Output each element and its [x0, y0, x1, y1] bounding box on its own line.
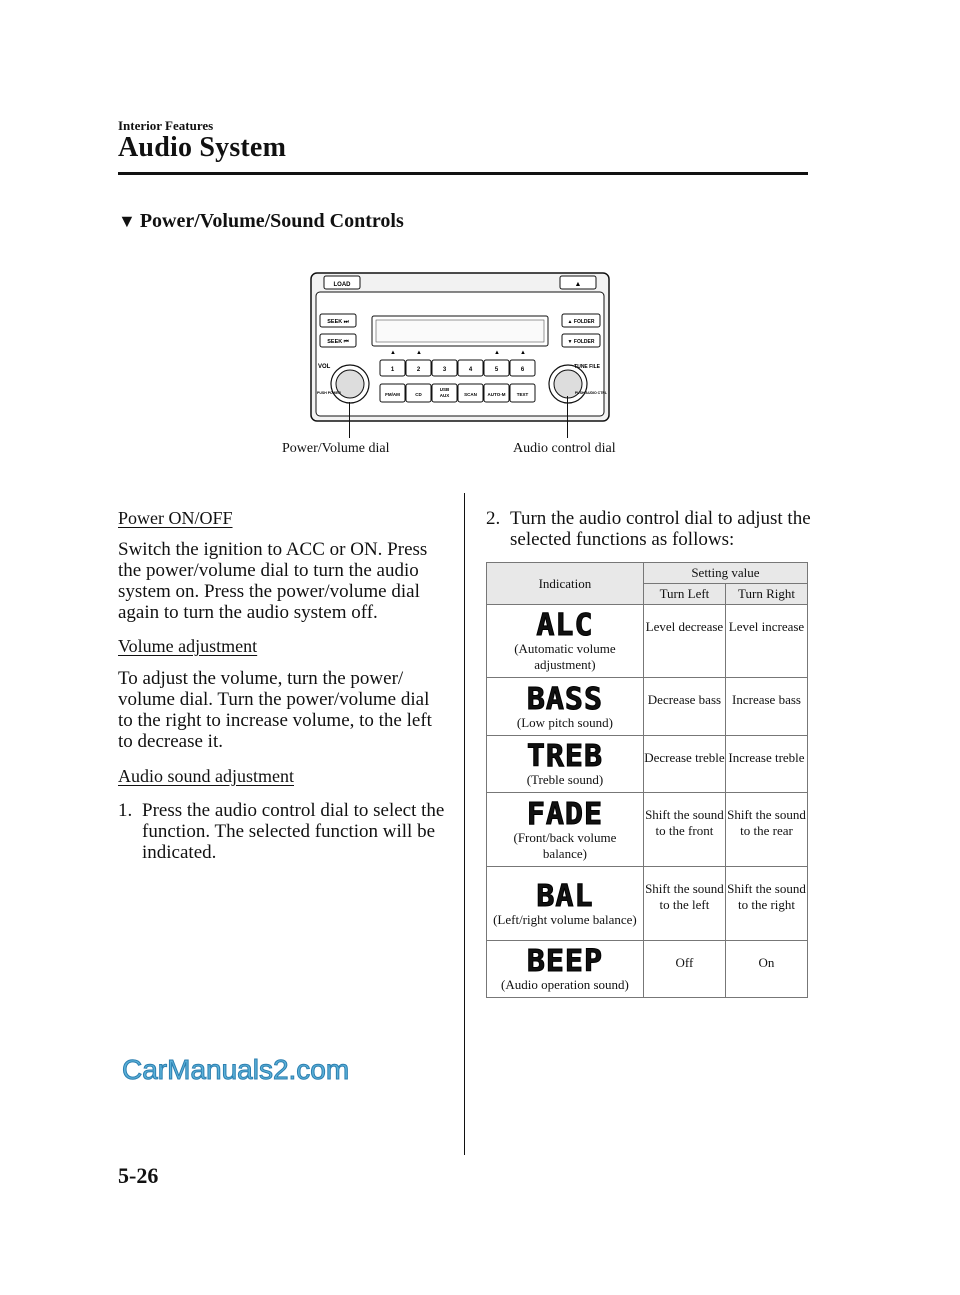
heading-volume-adjustment: Volume adjustment: [118, 636, 258, 656]
lcd-indicator: TREB: [526, 739, 604, 774]
header-turn-left: Turn Left: [643, 584, 725, 605]
function-button-label: AUTO-M: [487, 392, 506, 397]
folder-up-label: ▲ FOLDER: [567, 319, 595, 325]
preset-label: 2: [416, 367, 421, 373]
caption-power-volume-dial: Power/Volume dial: [282, 441, 390, 456]
step-1: 1. Press the audio control dial to select the function. The selected function will be indicated.: [118, 800, 445, 863]
preset-label: 4: [468, 367, 473, 373]
watermark: CarManuals2.com: [122, 1054, 350, 1085]
function-button-label: CD: [415, 392, 422, 397]
lcd-indicator: BEEP: [526, 944, 604, 979]
section-label: Interior Features: [118, 118, 214, 133]
triangle-bullet-icon: ▼: [118, 211, 136, 231]
seek-up-label: SEEK ⏭: [327, 319, 349, 325]
lcd-indicator: FADE: [526, 796, 604, 832]
leader-line-right: [567, 396, 568, 438]
caption-audio-control-dial: Audio control dial: [513, 441, 616, 456]
audio-unit-illustration: [310, 272, 610, 422]
function-button-label: SCAN: [464, 392, 477, 397]
eject-icon: ▲: [574, 281, 582, 288]
load-button-label: LOAD: [333, 282, 351, 288]
push-audio-label: PUSH AUDIO CTRL: [574, 391, 607, 395]
left-column: [118, 508, 448, 863]
folder-down-label: ▼ FOLDER: [567, 339, 595, 345]
heading-power-on-off: Power ON/OFF: [118, 508, 233, 528]
column-divider: [464, 493, 465, 1155]
preset-label: 5: [494, 367, 499, 373]
table-row: ALC (Automatic volume adjustment) Level decrease Level increase: [487, 605, 808, 678]
section-heading-text: Power/Volume/Sound Controls: [139, 210, 404, 232]
preset-label: 1: [390, 367, 395, 373]
table-row: BAL (Left/right volume balance) Shift the sound to the left Shift the sound to the right: [487, 867, 808, 941]
table-row: BEEP (Audio operation sound) Off On: [487, 941, 808, 998]
push-power-label: PUSH POWER: [317, 391, 341, 395]
paragraph-power: Switch the ignition to ACC or ON. Press the power/volume dial to turn the audio system on. Press the power/volume dial again to turn the audio system off.: [118, 539, 428, 623]
svg-text:▲: ▲: [520, 350, 526, 356]
preset-label: 3: [442, 367, 447, 373]
page-number: 5-26: [118, 1163, 159, 1188]
preset-buttons: [380, 360, 535, 376]
header-turn-right: Turn Right: [725, 584, 807, 605]
table-row: TREB (Treble sound) Decrease treble Increase treble: [487, 736, 808, 793]
right-column: [486, 508, 811, 550]
header-setting-value: Setting value: [643, 563, 807, 584]
lcd-indicator: BAL: [536, 878, 594, 914]
svg-text:▲: ▲: [494, 350, 500, 356]
function-button-label: USB: [439, 387, 450, 392]
title-rule: [118, 172, 808, 175]
preset-label: 6: [520, 367, 525, 373]
svg-text:▲: ▲: [390, 350, 396, 356]
tune-file-label: TUNE FILE: [574, 364, 600, 370]
function-button-label: TEXT: [516, 392, 529, 397]
section-heading: [118, 210, 404, 233]
table-row: FADE (Front/back volume balance) Shift the sound to the front Shift the sound to the rear: [487, 793, 808, 867]
sound-settings-table: [486, 562, 808, 998]
seek-down-label: SEEK ⏮: [327, 339, 349, 345]
header-indication: Indication: [487, 563, 644, 605]
leader-line-left: [349, 402, 350, 438]
lcd-indicator: ALC: [536, 608, 594, 643]
step-2: 2. Turn the audio control dial to adjust the selected functions as follows:: [486, 508, 811, 550]
heading-audio-sound-adjustment: Audio sound adjustment: [118, 766, 294, 786]
function-buttons: [380, 384, 535, 402]
table-row: BASS (Low pitch sound) Decrease bass Increase bass: [487, 678, 808, 736]
lcd-indicator: BASS: [526, 681, 604, 717]
vol-label: VOL: [318, 364, 331, 370]
page-title: Audio System: [118, 132, 287, 163]
function-button-label: FM/AM: [385, 392, 400, 397]
svg-text:▲: ▲: [416, 350, 422, 356]
function-button-label: AUX: [439, 393, 450, 398]
paragraph-volume: To adjust the volume, turn the power/ volume dial. Turn the power/volume dial to the right to increase volume, to the left to decrease it.: [118, 668, 432, 752]
